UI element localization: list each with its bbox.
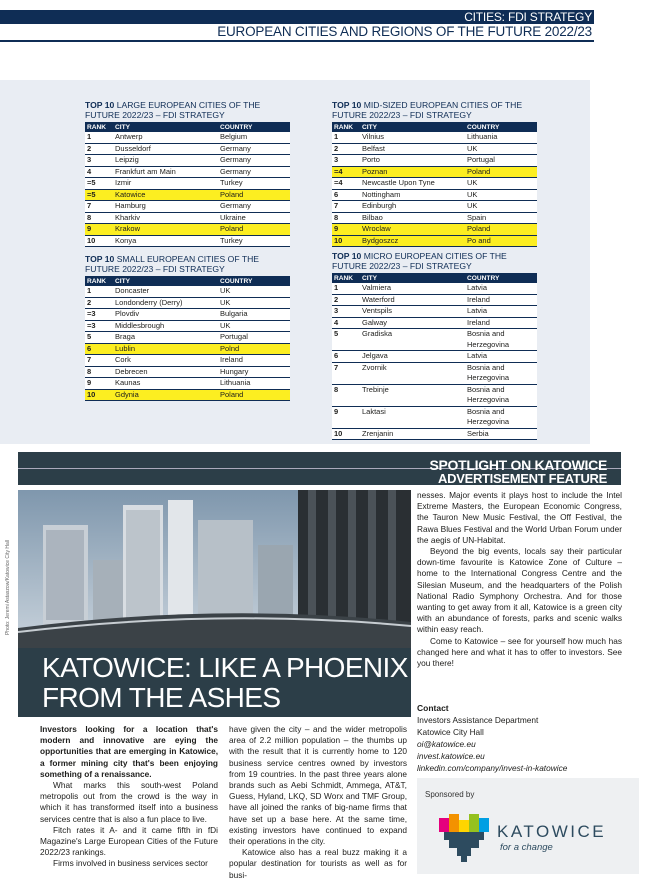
city-cell: Belfast [360, 143, 465, 155]
article-paragraph: have given the city – and the wider metropolis area of 2.2 million population – the thumbs up with the result that it is currently home to 120 business service centres owned by investors from 19 countries. In the past three years alone brands such as Aebi Schmidt, Ammega, AT&T, Guess, Hyland, LKQ, SD Worx and TMF Group, have all joined the ranks of big-name firms that have set up a base here. At the same time, existing investors have continued to expand their operations in the city. [229, 724, 407, 847]
city-cell: Hamburg [113, 201, 218, 213]
table-row [332, 329, 537, 351]
country-cell: Serbia [465, 428, 537, 440]
country-cell: UK [218, 297, 290, 309]
city-cell: Poznan [360, 166, 465, 178]
table-top-label: TOP 10 [85, 100, 115, 110]
table-top-label: TOP 10 [332, 100, 362, 110]
article-column-3 [417, 490, 622, 669]
country-cell: Lithuania [465, 132, 537, 143]
city-cell: Zrenjanin [360, 428, 465, 440]
rank-cell: =4 [332, 166, 360, 178]
country-cell: Poland [218, 389, 290, 401]
rank-cell: 3 [85, 155, 113, 167]
country-cell: UK [465, 178, 537, 190]
city-cell: Londonderry (Derry) [113, 297, 218, 309]
table-top-label: TOP 10 [85, 254, 115, 264]
table-row [332, 428, 537, 440]
table-small-cities [85, 255, 290, 401]
table-row [85, 132, 290, 143]
city-cell: Dusseldorf [113, 143, 218, 155]
table-row [332, 166, 537, 178]
table-row [85, 355, 290, 367]
table-title [332, 101, 537, 120]
city-cell: Newcastle Upon Tyne [360, 178, 465, 190]
table-row [85, 189, 290, 201]
sponsor-label: Sponsored by [425, 790, 475, 799]
country-cell: UK [218, 286, 290, 297]
rank-cell: 9 [85, 378, 113, 390]
city-cell: Kharkiv [113, 212, 218, 224]
table-top-label: TOP 10 [332, 251, 362, 261]
rank-cell: 2 [85, 297, 113, 309]
city-cell: Wroclaw [360, 224, 465, 236]
city-cell: Plovdiv [113, 309, 218, 321]
country-cell: Turkey [218, 178, 290, 190]
city-cell: Trebinje [360, 384, 465, 406]
country-cell: Bulgaria [218, 309, 290, 321]
country-cell: Latvia [465, 306, 537, 318]
rank-cell: =5 [85, 189, 113, 201]
city-cell: Galway [360, 317, 465, 329]
country-cell: Bosnia and Herzegovina [465, 384, 537, 406]
table-header-row [85, 122, 290, 132]
table-midsized-cities [332, 101, 537, 247]
country-cell: Belgium [218, 132, 290, 143]
sponsor-box [417, 778, 639, 874]
city-cell: Debrecen [113, 366, 218, 378]
contact-block [417, 702, 567, 774]
article-paragraph: Firms involved in business services sector [53, 858, 208, 869]
city-cell: Waterford [360, 294, 465, 306]
rank-cell: 1 [85, 286, 113, 297]
city-cell: Kaunas [113, 378, 218, 390]
article-paragraph: Katowice also has a real buzz making it a popular destination for tourists as well as for busi- [229, 847, 407, 880]
article-column-1 [40, 724, 218, 870]
country-cell: Latvia [465, 283, 537, 294]
sponsor-brand: KATOWICE [497, 822, 607, 841]
rank-cell: =4 [332, 178, 360, 190]
rank-cell: 8 [332, 384, 360, 406]
photo-credit: Photo: Jeremi Astaszow/Katowice City Hall [5, 540, 11, 636]
country-cell: Portugal [218, 332, 290, 344]
contact-heading: Contact [417, 703, 449, 713]
katowice-logo-icon [439, 814, 491, 864]
rank-cell: 7 [332, 362, 360, 384]
column-header: RANK [85, 122, 113, 132]
country-cell: UK [465, 189, 537, 201]
column-header: CITY [360, 273, 465, 283]
contact-department: Investors Assistance Department [417, 715, 539, 725]
table-micro-cities [332, 252, 537, 440]
city-cell: Bydgoszcz [360, 235, 465, 247]
city-cell: Vilnius [360, 132, 465, 143]
country-cell: UK [218, 320, 290, 332]
rank-cell: 1 [332, 132, 360, 143]
table-row [332, 351, 537, 363]
city-cell: Nottingham [360, 189, 465, 201]
table-row [85, 366, 290, 378]
rank-cell: 9 [85, 224, 113, 236]
city-cell: Gdynia [113, 389, 218, 401]
rank-cell: 8 [85, 366, 113, 378]
rank-cell: 2 [332, 143, 360, 155]
rank-cell: 10 [332, 235, 360, 247]
city-cell: Cork [113, 355, 218, 367]
column-header: CITY [360, 122, 465, 132]
rank-cell: 6 [332, 351, 360, 363]
rank-cell: 6 [85, 343, 113, 355]
rank-cell: 9 [332, 406, 360, 428]
country-cell: Hungary [218, 366, 290, 378]
table-row [332, 178, 537, 190]
table-row [332, 143, 537, 155]
country-cell: Ireland [465, 294, 537, 306]
city-cell: Jelgava [360, 351, 465, 363]
ranking-table [85, 276, 290, 401]
rank-cell: 8 [332, 212, 360, 224]
column-header: COUNTRY [465, 273, 537, 283]
ranking-table [85, 122, 290, 247]
country-cell: Polnd [218, 343, 290, 355]
contact-organisation: Katowice City Hall [417, 727, 484, 737]
rank-cell: 4 [85, 166, 113, 178]
table-row [85, 332, 290, 344]
table-row [85, 155, 290, 167]
rank-cell: 7 [85, 355, 113, 367]
country-cell: Bosnia and Herzegovina [465, 329, 537, 351]
table-row [332, 224, 537, 236]
city-cell: Antwerp [113, 132, 218, 143]
country-cell: Poland [218, 189, 290, 201]
rank-cell: 1 [85, 132, 113, 143]
country-cell: Bosnia and Herzegovina [465, 362, 537, 384]
article-paragraph: Fitch rates it A- and it came fifth in fDi Magazine's Large European Cities of the Future 2022/23 rankings. [40, 824, 218, 858]
city-cell: Laktasi [360, 406, 465, 428]
table-row [85, 389, 290, 401]
city-cell: Lublin [113, 343, 218, 355]
city-cell: Izmir [113, 178, 218, 190]
country-cell: Poland [465, 166, 537, 178]
city-cell: Edinburgh [360, 201, 465, 213]
rank-cell: 3 [332, 155, 360, 167]
rank-cell: 1 [332, 283, 360, 294]
column-header: RANK [332, 122, 360, 132]
table-row [85, 212, 290, 224]
rank-cell: 2 [332, 294, 360, 306]
rank-cell: 10 [85, 235, 113, 247]
table-title-text: LARGE EUROPEAN CITIES OF THE FUTURE 2022/23 – FDI STRATEGY [85, 100, 261, 120]
city-cell: Frankfurt am Main [113, 166, 218, 178]
rank-cell: 5 [332, 329, 360, 351]
table-row [85, 343, 290, 355]
country-cell: Poland [465, 224, 537, 236]
city-photo [18, 490, 411, 648]
table-row [85, 309, 290, 321]
country-cell: Bosnia and Herzegovina [465, 406, 537, 428]
rank-cell: 8 [85, 212, 113, 224]
advertisement-label: ADVERTISEMENT FEATURE [438, 471, 607, 486]
column-header: RANK [332, 273, 360, 283]
table-row [332, 362, 537, 384]
city-cell: Braga [113, 332, 218, 344]
city-cell: Leipzig [113, 155, 218, 167]
article-paragraph: What marks this south-west Poland metropolis out from the crowd is the way in which it has transformed itself into a business services centre that is also a fun place to live. [40, 780, 218, 824]
rank-cell: 6 [332, 189, 360, 201]
country-cell: Spain [465, 212, 537, 224]
table-row [332, 306, 537, 318]
table-title [85, 101, 290, 120]
rank-cell: 3 [332, 306, 360, 318]
country-cell: Ireland [465, 317, 537, 329]
country-cell: Germany [218, 201, 290, 213]
city-cell: Konya [113, 235, 218, 247]
rank-cell: =3 [85, 309, 113, 321]
city-cell: Krakow [113, 224, 218, 236]
spotlight-title: SPOTLIGHT ON KATOWICE [429, 457, 607, 473]
table-row [332, 155, 537, 167]
city-cell: Doncaster [113, 286, 218, 297]
country-cell: Ukraine [218, 212, 290, 224]
city-cell: Middlesbrough [113, 320, 218, 332]
city-cell: Valmiera [360, 283, 465, 294]
column-header: COUNTRY [218, 122, 290, 132]
article-paragraph: Beyond the big events, locals say their particular down-time favourite is Katowice Zone of Culture – home to the International Congress Centre and the Silesian Museum, and the headquarters of the Polish National Radio Symphony Orchestra. And for those wanting to get away from it all, Katowice is a green city with an abundance of forests, parks and scenic walks within easy reach. [417, 546, 622, 635]
table-row [85, 201, 290, 213]
table-row [85, 224, 290, 236]
rank-cell: 10 [332, 428, 360, 440]
ranking-table [332, 273, 537, 440]
article-paragraph: nesses. Major events it plays host to include the Intel Extreme Masters, the European Economic Congress, the Tauron New Music Festival, the Off Festival, the Rawa Blues Festival and the World Urban Forum under the aegis of UN-Habitat. [417, 490, 622, 545]
city-cell: Gradiska [360, 329, 465, 351]
country-cell: UK [465, 201, 537, 213]
table-header-row [332, 122, 537, 132]
table-title [332, 252, 537, 271]
table-row [332, 406, 537, 428]
table-row [332, 212, 537, 224]
column-header: CITY [113, 122, 218, 132]
table-row [332, 235, 537, 247]
table-row [332, 283, 537, 294]
country-cell: Turkey [218, 235, 290, 247]
country-cell: Poland [218, 224, 290, 236]
rank-cell: =5 [85, 178, 113, 190]
table-row [332, 384, 537, 406]
rank-cell: 2 [85, 143, 113, 155]
skyline-illustration [18, 490, 411, 648]
column-header: COUNTRY [465, 122, 537, 132]
country-cell: Latvia [465, 351, 537, 363]
table-row [332, 294, 537, 306]
country-cell: Portugal [465, 155, 537, 167]
city-cell: Porto [360, 155, 465, 167]
spotlight-banner [18, 452, 621, 485]
table-row [85, 320, 290, 332]
city-cell: Katowice [113, 189, 218, 201]
city-cell: Ventspils [360, 306, 465, 318]
section-label: CITIES: FDI STRATEGY [0, 10, 594, 24]
table-large-cities [85, 101, 290, 247]
table-row [332, 132, 537, 143]
country-cell: Lithuania [218, 378, 290, 390]
article-paragraph: Come to Katowice – see for yourself how much has changed here and what it has to offer to investors. See you there! [417, 635, 622, 669]
country-cell: Germany [218, 143, 290, 155]
table-row [85, 297, 290, 309]
ranking-table [332, 122, 537, 247]
column-header: CITY [113, 276, 218, 286]
rank-cell: 4 [332, 317, 360, 329]
table-row [85, 166, 290, 178]
contact-email-link[interactable]: oi@katowice.eu [417, 739, 476, 749]
contact-linkedin-link[interactable]: linkedin.com/company/invest-in-katowice [417, 763, 568, 773]
rank-cell: =3 [85, 320, 113, 332]
page-header [0, 10, 594, 42]
table-row [332, 189, 537, 201]
article-column-2 [229, 724, 407, 881]
table-row [85, 178, 290, 190]
rank-cell: 10 [85, 389, 113, 401]
table-title-text: SMALL EUROPEAN CITIES OF THE FUTURE 2022/23 – FDI STRATEGY [85, 254, 260, 274]
table-row [332, 317, 537, 329]
table-row [85, 143, 290, 155]
table-title-text: MICRO EUROPEAN CITIES OF THE FUTURE 2022/23 – FDI STRATEGY [332, 251, 507, 271]
table-title-text: MID-SIZED EUROPEAN CITIES OF THE FUTURE 2022/23 – FDI STRATEGY [332, 100, 523, 120]
rank-cell: 7 [85, 201, 113, 213]
country-cell: Germany [218, 166, 290, 178]
contact-website-link[interactable]: invest.katowice.eu [417, 751, 485, 761]
table-header-row [85, 276, 290, 286]
rank-cell: 7 [332, 201, 360, 213]
country-cell: Ireland [218, 355, 290, 367]
city-cell: Zvornik [360, 362, 465, 384]
column-header: RANK [85, 276, 113, 286]
country-cell: Germany [218, 155, 290, 167]
table-title [85, 255, 290, 274]
table-row [85, 235, 290, 247]
city-cell: Bilbao [360, 212, 465, 224]
headline: KATOWICE: LIKE A PHOENIX FROM THE ASHES [18, 648, 411, 717]
article-lead: Investors looking for a location that's modern and innovative are eying the opportunities that are emerging in Katowice, a former mining city that's been enjoying something of a renaissance. [40, 724, 218, 779]
column-header: COUNTRY [218, 276, 290, 286]
rank-cell: 9 [332, 224, 360, 236]
country-cell: UK [465, 143, 537, 155]
rank-cell: 5 [85, 332, 113, 344]
table-header-row [332, 273, 537, 283]
table-row [85, 378, 290, 390]
page-subtitle: EUROPEAN CITIES AND REGIONS OF THE FUTURE 2022/23 [0, 24, 594, 42]
table-row [85, 286, 290, 297]
country-cell: Po and [465, 235, 537, 247]
table-row [332, 201, 537, 213]
sponsor-tagline: for a change [500, 842, 553, 853]
